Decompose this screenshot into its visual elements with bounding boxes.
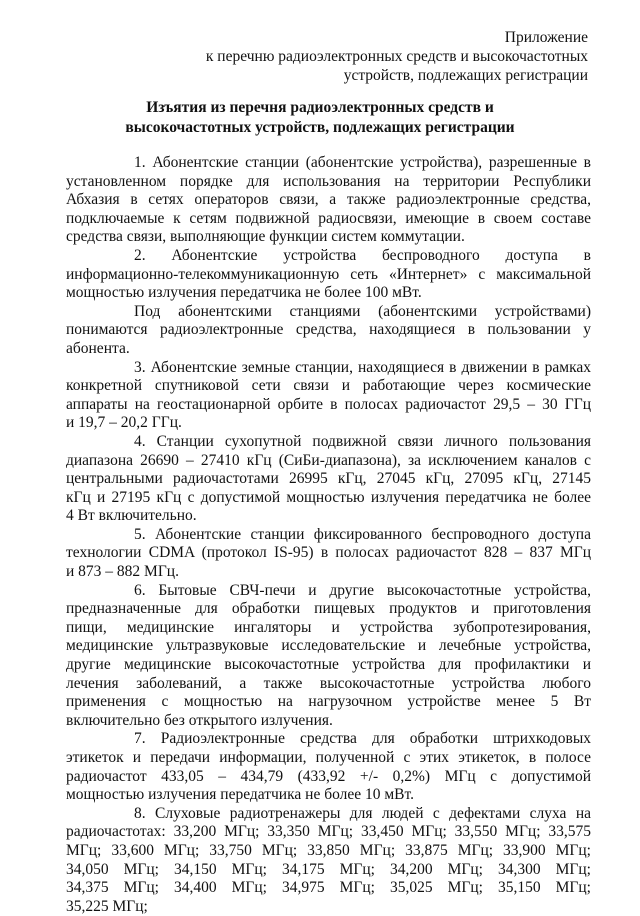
paragraph-line: 4. Станции сухопутной подвижной связи личного пользования (134, 432, 591, 450)
paragraph-line: 34,050 МГц; 34,150 МГц; 34,175 МГц; 34,200 МГц; 34,300 МГц; (66, 860, 591, 878)
paragraph-line: 7. Радиоэлектронные средства для обработки штрихкодовых (134, 730, 591, 748)
paragraph-line: центральными радиочастотами 26995 кГц, 27045 кГц, 27095 кГц, 27145 (66, 470, 591, 488)
paragraph-line: Абхазия в сетях операторов связи, а также радиоэлектронные средства, (66, 191, 591, 209)
paragraph-line: предназначенные для обработки пищевых продуктов и приготовления (66, 600, 591, 618)
paragraph-line: 5. Абонентские станции фиксированного беспроводного доступа (134, 525, 591, 543)
paragraph (66, 359, 591, 433)
paragraph-line: и 19,7 – 20,2 ГГц. (66, 414, 182, 432)
paragraph-line: технологии CDMA (протокол IS-95) в полосах радиочастот 828 – 837 МГц (66, 544, 591, 562)
document-title-line-2: высокочастотных устройств, подлежащих регистрации (125, 118, 515, 136)
paragraph-line: 1. Абонентские станции (абонентские устройства), разрешенные в (134, 154, 591, 171)
annex-reference-line-1: к перечню радиоэлектронных средств и высокочастотных (205, 48, 588, 65)
paragraph-line: мощностью излучения передатчика не более 10 мВт. (66, 786, 415, 804)
paragraph-line: включительно без открытого излучения. (66, 711, 333, 729)
document-body (66, 154, 591, 916)
paragraph-line: 2. Абонентские устройства беспроводного доступа в (134, 246, 591, 264)
paragraph-line: 35,225 МГц; (66, 897, 148, 915)
document-title-line-1: Изъятия из перечня радиоэлектронных средств и (146, 99, 494, 116)
paragraph-line: абонента. (66, 339, 130, 357)
annex-header (168, 28, 588, 85)
paragraph-line: лечения заболеваний, а также высокочастотные устройства любого (66, 674, 591, 692)
paragraph (66, 730, 591, 804)
paragraph-line: кГц и 27195 кГц с допустимой мощностью излучения передатчика не более (66, 488, 591, 506)
annex-reference-line-2: устройств, подлежащих регистрации (343, 67, 588, 84)
paragraph-line: применения с мощностью на нагрузочном устройстве менее 5 Вт (66, 693, 591, 711)
paragraph-line: аппараты на геостационарной орбите в полосах радиочастот 29,5 – 30 ГГц (66, 395, 591, 413)
paragraph-line: Под абонентскими станциями (абонентскими устройствами) (134, 302, 591, 320)
paragraph-line: информационно-телекоммуникационную сеть «Интернет» с максимальной (66, 265, 591, 283)
paragraph (66, 154, 591, 247)
paragraph-line: диапазона 26690 – 27410 кГц (СиБи-диапазона), за исключением каналов с (66, 451, 591, 469)
paragraph-line: радиочастотах: 33,200 МГц; 33,350 МГц; 33,450 МГц; 33,550 МГц; 33,575 (66, 823, 591, 841)
paragraph-line: 6. Бытовые СВЧ-печи и другие высокочастотные устройства, (134, 581, 591, 599)
paragraph-line: установленном порядке для использования на территории Республики (66, 172, 591, 190)
paragraph-line: 3. Абонентские земные станции, находящиеся в движении в рамках (134, 358, 591, 376)
paragraph-line: этикеток и передачи информации, полученной с этих этикеток, в полосе (66, 749, 591, 766)
paragraph-line: конкретной спутниковой сети связи и работающие через космические (66, 377, 591, 395)
paragraph-line: МГц; 33,600 МГц; 33,750 МГц; 33,850 МГц; 33,875 МГц; 33,900 МГц; (66, 841, 591, 859)
paragraph-line: 4 Вт включительно. (66, 507, 197, 525)
paragraph-line: понимаются радиоэлектронные средства, находящиеся в пользовании у (66, 321, 591, 339)
paragraph-line: радиочастот 433,05 – 434,79 (433,92 +/- 0,2%) МГц с допустимой (66, 767, 591, 785)
paragraph-line: 34,375 МГц; 34,400 МГц; 34,975 МГц; 35,025 МГц; 35,150 МГц; (66, 879, 591, 897)
paragraph-line: другие медицинские высокочастотные устройства для профилактики и (66, 656, 591, 674)
paragraph (66, 582, 591, 731)
paragraph-line: мощностью излучения передатчика не более 100 мВт. (66, 284, 422, 302)
paragraph (66, 805, 591, 916)
paragraph-line: и 873 – 882 МГц. (66, 563, 179, 581)
paragraph-line: подключаемые к сетям подвижной радиосвязи, имеющие в своем составе (66, 209, 591, 227)
paragraph-line: средства связи, выполняющие функции систем коммутации. (66, 228, 465, 246)
annex-title: Приложение (504, 29, 588, 46)
document-title (60, 98, 580, 137)
paragraph (66, 247, 591, 303)
paragraph-line: пищи, медицинские ингаляторы и устройства зубопротезирования, (66, 618, 591, 636)
paragraph (66, 433, 591, 526)
paragraph (66, 526, 591, 582)
paragraph-line: 8. Слуховые радиотренажеры для людей с дефектами слуха на (134, 804, 591, 822)
paragraph (66, 303, 591, 359)
paragraph-line: медицинские ультразвуковые исследовательские и лечебные устройства, (66, 637, 591, 655)
